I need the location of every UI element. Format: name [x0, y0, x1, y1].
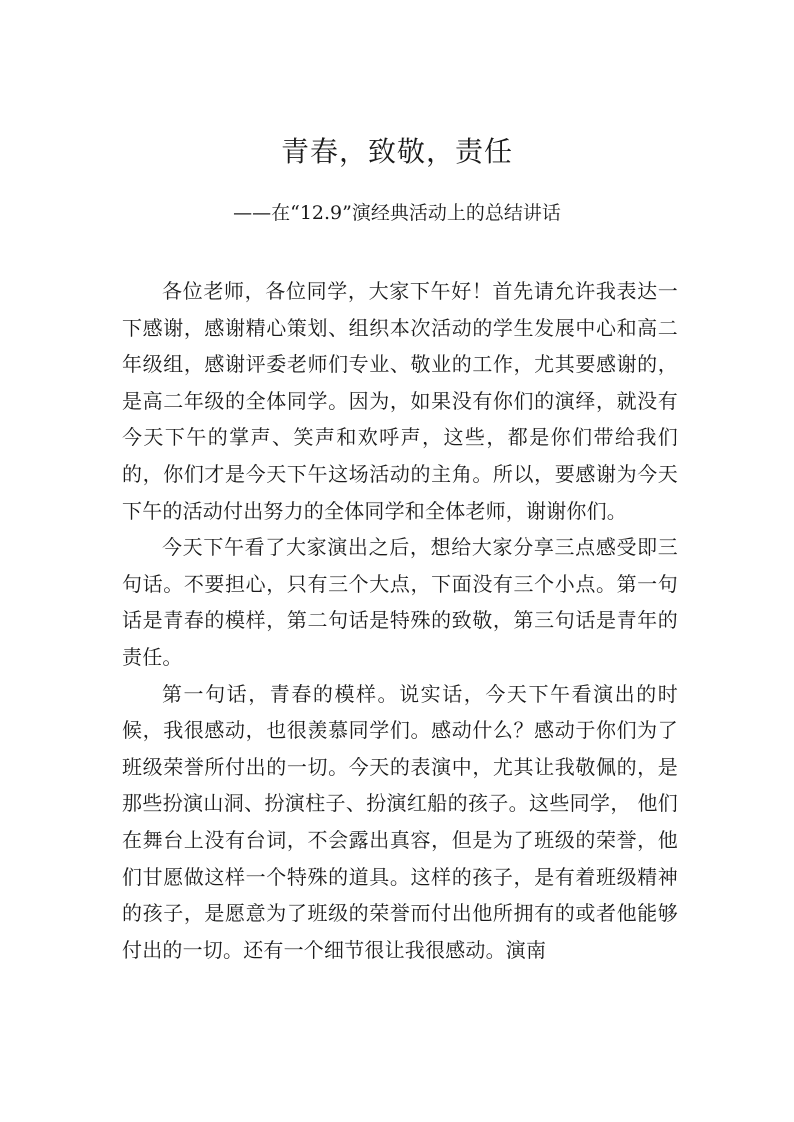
document-body [122, 273, 678, 968]
paragraph-first-point: 第一句话，青春的模样。说实话，今天下午看演出的时候，我很感动，也很羡慕同学们。感动什么？感动于你们为了班级荣誉所付出的一切。今天的表演中，尤其让我敬佩的，是那些扮演山洞、扮演柱子、扮演红船的孩子。这些同学， 他们在舞台上没有台词，不会露出真容，但是为了班级的荣誉，他们甘愿做这样一个特殊的道具。这样的孩子，是有着班级精神的孩子，是愿意为了班级的荣誉而付出他所拥有的或者他能够付出的一切。还有一个细节很让我很感动。演南 [122, 681, 678, 962]
paragraph-three-points: 今天下午看了大家演出之后，想给大家分享三点感受即三句话。不要担心，只有三个大点，下面没有三个小点。第一句话是青春的模样，第二句话是特殊的致敬，第三句话是青年的责任。 [122, 535, 678, 669]
document-title: 青春，致敬，责任 [280, 135, 513, 168]
paragraph-greeting: 各位老师，各位同学，大家下午好！首先请允许我表达一下感谢，感谢精心策划、组织本次活动的学生发展中心和高二年级组，感谢评委老师们专业、敬业的工作，尤其要感谢的，是高二年级的全体同学。因为，如果没有你们的演绎，就没有今天下午的掌声、笑声和欢呼声，这些，都是你们带给我们的，你们才是今天下午这场活动的主角。所以，要感谢为今天下午的活动付出努力的全体同学和全体老师，谢谢你们。 [122, 279, 678, 523]
document-subtitle: ——在“12.9”演经典活动上的总结讲话 [233, 202, 561, 224]
